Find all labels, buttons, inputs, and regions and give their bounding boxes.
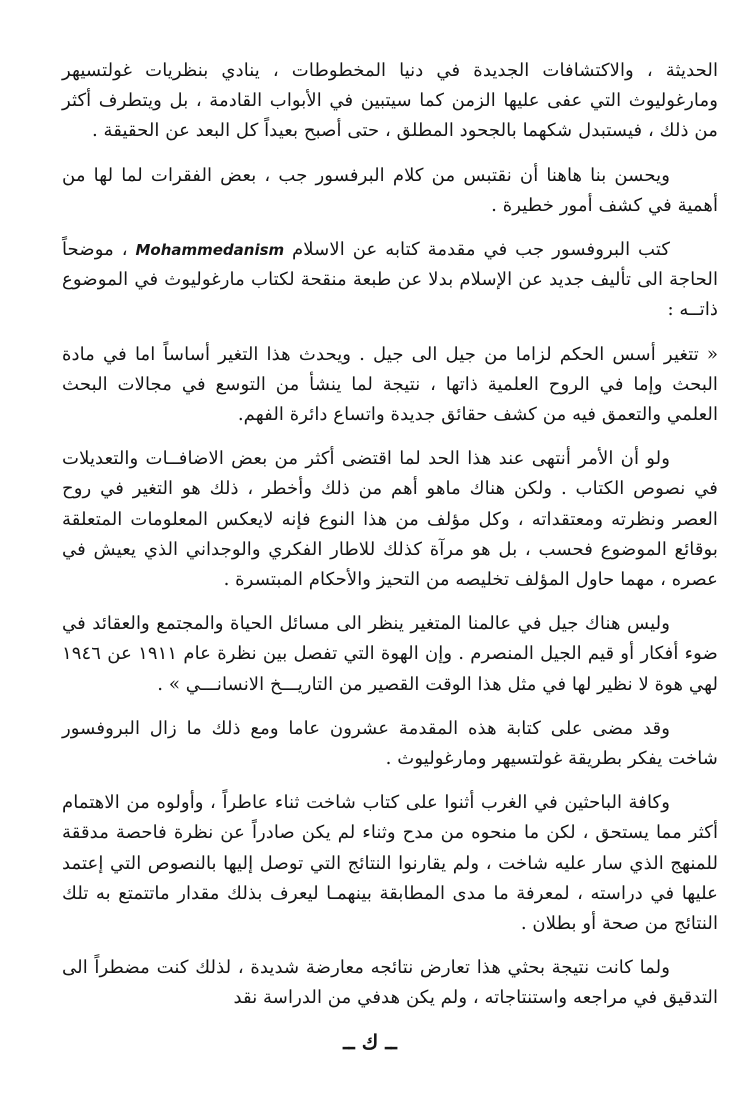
- paragraph-7: وقد مضى على كتابة هذه المقدمة عشرون عاما ومع ذلك ما زال البروفسور شاخت يفكر بطريقة غولتسيهر ومارغوليوث .: [62, 717, 718, 770]
- body-text: [62, 56, 718, 1028]
- paragraph-8: وكافة الباحثين في الغرب أثنوا على كتاب شاخت ثناء عاطراً ، وأولوه من الاهتمام أكثر مما يستحق ، لكن ما منحوه من مدح وثناء لم يكن صادراً عن نظرة فاحصة مدققة للمنهج الذي سار عليه شاخت ، ولم يقارنوا النتائج التي توصل إليها بالنصوص التي إعتمد عليها في دراسته ، لمعرفة ما مدى المطابقة بينهمـا ليعرف بذلك مقدار ماتتمتع به تلك النتائج من صحة أو بطلان .: [62, 792, 718, 935]
- paragraph-1: الحديثة ، والاكتشافات الجديدة في دنيا المخطوطات ، ينادي بنظريات غولتسيهر ومارغوليوث التي عفى عليها الزمن كما سيتبين في الأبواب القادمة ، بل ويتطرف أكثر من ذلك ، فيستبدل شكهما بالجحود المطلق ، حتى أصبح بعيداً كل البعد عن الحقيقة .: [62, 60, 718, 142]
- page-number: ــ ك ــ: [343, 1030, 397, 1054]
- paragraph-3-text-before: كتب البروفسور جب في مقدمة كتابه عن الاسلام: [284, 239, 671, 261]
- paragraph-2: ويحسن بنا هاهنا أن نقتبس من كلام البرفسور جب ، بعض الفقرات لما لها من أهمية في كشف أمور خطيرة .: [62, 164, 718, 216]
- paragraph-4-quote: « تتغير أسس الحكم لزاما من جيل الى جيل . ويحدث هذا التغير أساساً اما في مادة البحث وإما في الروح العلمية ذاتها ، نتيجة لما ينشأ من التوسع في مجالات البحث العلمي والتعمق فيه من كشف حقائق جديدة واتساع دائرة الفهم.: [62, 343, 718, 426]
- paragraph-5: ولو أن الأمر أنتهى عند هذا الحد لما اقتضى أكثر من بعض الاضافــات والتعديلات في نصوص الكتاب . ولكن هناك ماهو أهم من ذلك وأخطر ، ذلك هو التغير في روح العصر ونظرته ومعتقداته ، وكل مؤلف من هذا النوع فإنه لايعكس المعلومات المتعلقة بوقائع الموضوع فحسب ، بل هو مرآة كذلك للاطار الفكري والوجداني الذي يعيش في عصره ، مهما حاول المؤلف تخليصه من التحيز والأحكام المبتسرة .: [62, 448, 718, 591]
- paragraph-3-text-after: ، موضحاً الحاجة الى تأليف جديد عن الإسلام بدلا عن طبعة منقحة لكتاب مارغوليوث في الموضوع ذاتــه :: [62, 239, 718, 321]
- paragraph-6: وليس هناك جيل في عالمنا المتغير ينظر الى مسائل الحياة والمجتمع والعقائد في ضوء أفكار أو قيم الجيل المنصرم . وإن الهوة التي تفصل بين نظرة عام ١٩١١ عن ١٩٤٦ لهي هوة لا نظير لها في مثل هذا الوقت القصير من التاريـــخ الانسانـــي » .: [62, 613, 718, 695]
- paragraph-9: ولما كانت نتيجة بحثي هذا تعارض نتائجه معارضة شديدة ، لذلك كنت مضطراً الى التدقيق في مراجعه واستنتاجاته ، ولم يكن هدفي من الدراسة نقد: [62, 957, 718, 1009]
- paragraph-3: [62, 235, 718, 326]
- latin-book-title: Mohammedanism: [135, 241, 285, 260]
